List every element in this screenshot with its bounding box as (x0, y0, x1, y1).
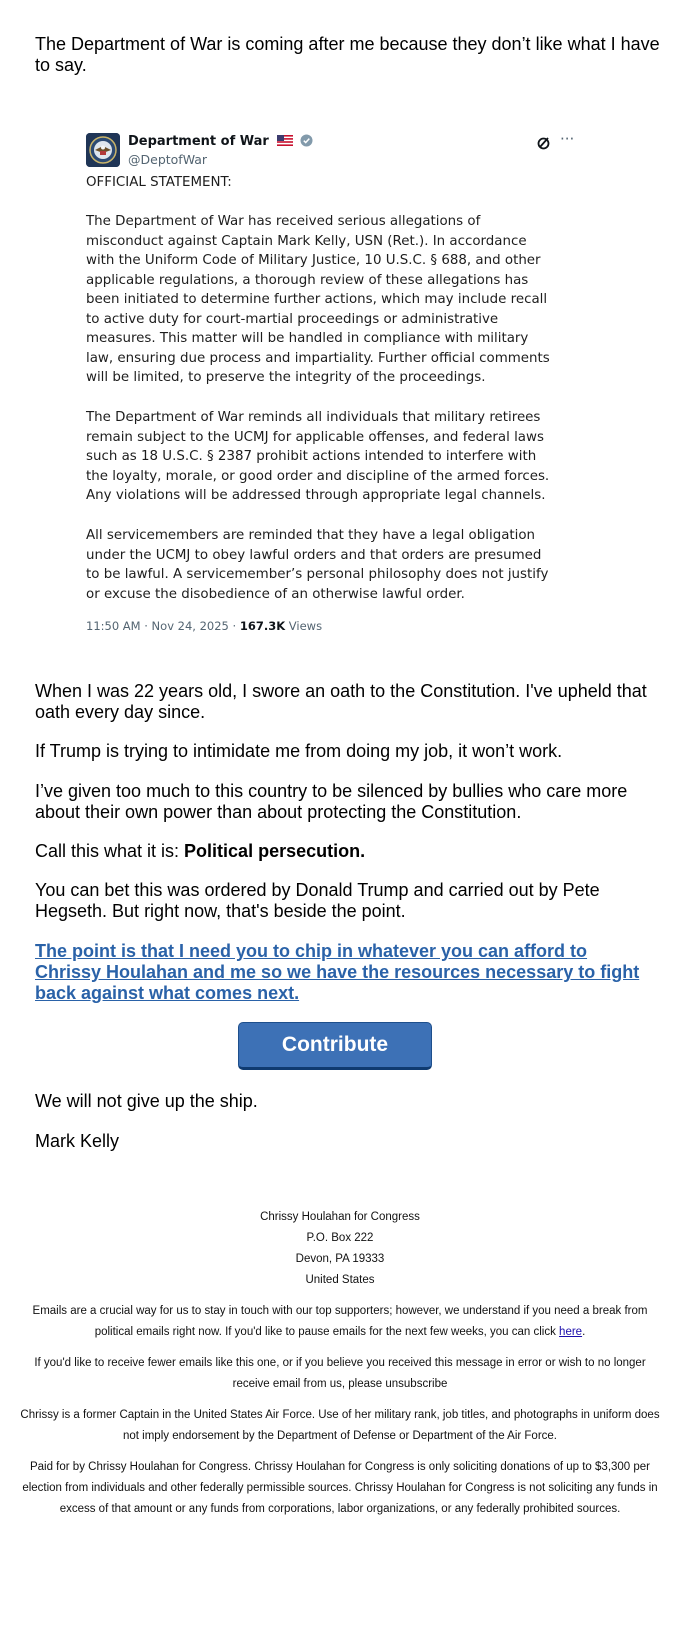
tweet-heading: OFFICIAL STATEMENT: (86, 175, 232, 190)
signature: Mark Kelly (35, 1131, 120, 1151)
oath-paragraph: When I was 22 years old, I swore an oath to the Constitution. I've upheld that oath every day since. (35, 681, 647, 722)
footer-pause-text (20, 1301, 660, 1343)
contribute-button[interactable]: Contribute (238, 1022, 432, 1070)
footer-org-name: Chrissy Houlahan for Congress (260, 1211, 420, 1223)
footer-address (20, 1207, 660, 1291)
persecution-prefix: Call this what it is: (35, 841, 185, 861)
persecution-paragraph (35, 841, 665, 862)
footer-country: United States (305, 1274, 375, 1286)
grok-icon (536, 135, 552, 151)
tweet-handle: @DeptofWar (128, 152, 208, 167)
us-flag-icon (277, 135, 293, 146)
pause-text: Emails are a crucial way for us to stay in touch with our top supporters; however, we understand if you need a break from political emails right now. If you'd like to pause emails for the next few weeks, you can click (32, 1305, 648, 1338)
tweet-name-text: Department of War (128, 134, 269, 149)
tweet-account-name (128, 134, 313, 149)
intimidate-paragraph: If Trump is trying to intimidate me from doing my job, it won’t work. (35, 741, 563, 761)
intro-paragraph: The Department of War is coming after me because they don’t like what I have to say. (35, 34, 660, 75)
tweet-views-count: 167.3K (239, 619, 286, 633)
donate-cta-link[interactable]: The point is that I need you to chip in whatever you can afford to Chrissy Houlahan and me so we have the resources necessary to fight back against what comes next. (35, 941, 640, 1003)
hegseth-paragraph: You can bet this was ordered by Donald Trump and carried out by Pete Hegseth. But right now, that's beside the point. (35, 880, 600, 921)
closing-line: We will not give up the ship. (35, 1091, 258, 1111)
silenced-paragraph: I’ve given too much to this country to be silenced by bullies who care more about their own power than about protecting the Constitution. (35, 781, 628, 822)
verified-badge-icon (300, 134, 313, 147)
tweet-paragraph-3: All servicemembers are reminded that they have a legal obligation under the UCMJ to obey lawful orders and that orders are presumed to be lawful. A servicemember’s personal philosophy does not justify or excuse the disobedience of an otherwise lawful order. (86, 528, 549, 602)
more-options-icon: ··· (560, 130, 575, 148)
tweet-meta (86, 619, 322, 633)
department-seal-avatar (86, 133, 120, 167)
persecution-bold: Political persecution. (184, 841, 366, 861)
tweet-paragraph-2: The Department of War reminds all individuals that military retirees remain subject to the UCMJ for applicable offenses, and federal laws such as 18 U.S.C. § 2387 prohibit actions intended to interfere with the loyalty, morale, or good order and discipline of the armed forces. Any violations will be addressed through appropriate legal channels. (86, 410, 550, 503)
footer-disclaimer: Chrissy is a former Captain in the United States Air Force. Use of her military rank, job titles, and photographs in uniform does not imply endorsement by the Department of Defense or Department of the Air Force. (20, 1409, 660, 1442)
footer-unsubscribe-text: If you'd like to receive fewer emails like this one, or if you believe you received this message in error or wish to no longer receive email from us, please unsubscribe (34, 1357, 646, 1390)
footer-city: Devon, PA 19333 (295, 1253, 385, 1265)
pause-emails-link[interactable]: here (559, 1326, 583, 1338)
tweet-views-label: Views (285, 619, 323, 633)
tweet-paragraph-1: The Department of War has received serious allegations of misconduct against Captain Mark Kelly, USN (Ret.). In accordance with the Uniform Code of Military Justice, 10 U.S.C. § 688, and other applicable regulations, a thorough review of these allegations has been initiated to determine further actions, which may include recall to active duty for court-martial proceedings or administrative measures. This matter will be handled in compliance with military law, ensuring due process and impartiality. Further official comments will be limited, to preserve the integrity of the proceedings. (86, 214, 550, 385)
pause-text-end: . (582, 1326, 586, 1338)
tweet-timestamp: 11:50 AM · Nov 24, 2025 · (86, 619, 240, 633)
footer-po-box: P.O. Box 222 (306, 1232, 374, 1244)
footer-paid-for: Paid for by Chrissy Houlahan for Congress. Chrissy Houlahan for Congress is only soliciting donations of up to $3,300 per election from individuals and other federally permissible sources. Chrissy Houlahan for Congress is not soliciting any funds in excess of that amount or any funds from corporations, labor organizations, or any federally prohibited sources. (22, 1461, 658, 1515)
